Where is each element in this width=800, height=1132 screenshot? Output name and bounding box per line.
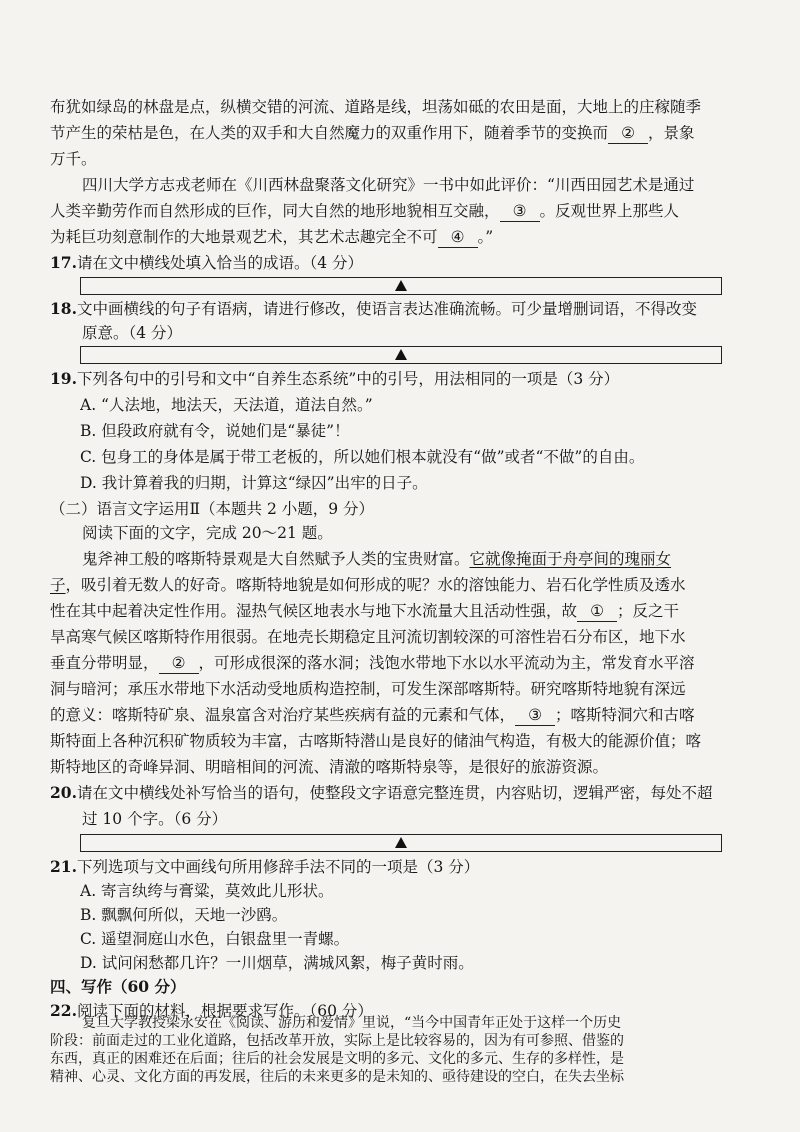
blank-3: ③ <box>500 201 540 222</box>
text: 东西，真正的困难还在后面；往后的社会发展是文明的多元、文化的多元、生存的多样性，是 <box>50 1051 624 1067</box>
option-c[interactable] <box>80 926 770 952</box>
option-a[interactable] <box>80 392 770 418</box>
question-number: 22. <box>50 1001 77 1020</box>
question-20 <box>50 780 770 806</box>
text: 精神、心灵、文化方面的再发展，往后的未来更多的是未知的、亟待建设的空白，在失去坐标 <box>50 1069 624 1085</box>
text: 旱高寒气候区喀斯特作用很弱。在地壳长期稳定且河流切割较深的可溶性岩石分布区，地下水 <box>50 628 686 646</box>
question-text: 文中画横线的句子有语病，请进行修改，使语言表达准确流畅。可少量增删词语，不得改变 <box>76 300 697 318</box>
question-text: 过 10 个字。（6 分） <box>82 810 228 828</box>
option-b[interactable] <box>80 902 770 928</box>
passage-line <box>50 572 770 598</box>
question-19 <box>50 366 770 392</box>
option-text: A. “人法地，地法天，天法道，道法自然。” <box>80 396 373 414</box>
text: ；反之干 <box>617 602 680 620</box>
text: 节产生的荣枯是色，在人类的双手和大自然魔力的双重作用下，随着季节的变换而 <box>50 124 609 142</box>
text: 复旦大学教授梁永安在《阅读、游历和爱情》里说，“当今中国青年正处于这样一个历史 <box>82 1015 622 1031</box>
passage-line <box>50 146 770 172</box>
option-d[interactable] <box>80 950 770 976</box>
text: 性在其中起着决定性作用。湿热气候区地表水与地下水流量大且活动性强，故 <box>50 602 578 620</box>
triangle-marker-icon <box>395 837 407 848</box>
text: 阅读下面的文字，完成 20～21 题。 <box>82 524 333 542</box>
question-number: 20. <box>50 783 77 802</box>
option-a[interactable] <box>80 878 770 904</box>
question-number: 19. <box>50 369 77 388</box>
option-text: A. 寄言纨绔与膏粱，莫效此儿形状。 <box>80 882 334 900</box>
text: 斯特地区的奇峰异洞、明暗相间的河流、清澈的喀斯特泉等，是很好的旅游资源。 <box>50 758 609 776</box>
option-text: B. 飘飘何所似，天地一沙鸥。 <box>80 906 288 924</box>
passage-line <box>50 624 770 650</box>
text: 布犹如绿岛的林盘是点，纵横交错的河流、道路是线，坦荡如砥的农田是面，大地上的庄稼随季 <box>50 98 702 116</box>
question-text: 请在文中横线处填入恰当的成语。（4 分） <box>76 254 364 272</box>
section-heading <box>50 974 770 1000</box>
text: 。” <box>477 228 494 246</box>
question-text: 原意。（4 分） <box>82 324 183 342</box>
passage-line <box>50 650 770 676</box>
question-number: 17. <box>50 253 77 272</box>
question-17 <box>50 250 770 276</box>
question-text: 阅读下面的材料，根据要求写作。（60 分） <box>76 1002 373 1020</box>
text: 洞与暗河；承压水带地下水活动受地质构造控制，可发生深部喀斯特。研究喀斯特地貌有深远 <box>50 680 686 698</box>
underlined-sentence: 子 <box>50 576 66 594</box>
text: 。反观世界上那些人 <box>539 202 680 220</box>
question-21 <box>50 854 770 880</box>
passage-line <box>50 224 770 250</box>
option-text: D. 我计算着我的归期，计算这“绿囚”出牢的日子。 <box>80 474 428 492</box>
passage-line <box>82 546 770 572</box>
material-line <box>82 1014 770 1032</box>
triangle-marker-icon <box>395 349 407 360</box>
option-d[interactable] <box>80 470 770 496</box>
blank-4: ④ <box>438 227 478 248</box>
passage-line <box>82 172 770 198</box>
material-line <box>50 1032 770 1050</box>
blank-1: ① <box>577 601 617 622</box>
passage-line <box>50 598 770 624</box>
option-text: C. 包身工的身体是属于带工老板的，所以她们根本就没有“做”或者“不做”的自由。 <box>80 448 645 466</box>
option-text: D. 试问闲愁都几许？一川烟草，满城风絮，梅子黄时雨。 <box>80 954 474 972</box>
text: 垂直分带明显， <box>50 654 159 672</box>
option-b[interactable] <box>80 418 770 444</box>
question-number: 21. <box>50 857 77 876</box>
blank-2: ② <box>159 653 199 674</box>
text: ；喀斯特洞穴和古喀 <box>555 706 695 724</box>
text: 四川大学方志戎老师在《川西林盘聚落文化研究》一书中如此评价：“川西田园艺术是通过 <box>82 176 695 194</box>
answer-box-20[interactable] <box>80 834 722 852</box>
text: 的意义：喀斯特矿泉、温泉富含对治疗某些疾病有益的元素和气体， <box>50 706 516 724</box>
text: ，吸引着无数人的好奇。喀斯特地貌是如何形成的呢？水的溶蚀能力、岩石化学性质及透水 <box>65 576 686 594</box>
option-text: B. 但段政府就有令，说她们是“暴徒”！ <box>80 422 350 440</box>
option-c[interactable] <box>80 444 770 470</box>
blank-3: ③ <box>515 705 555 726</box>
section-title: 四、写作（60 分） <box>50 977 186 996</box>
passage-line <box>50 702 770 728</box>
material-line <box>50 1050 770 1068</box>
passage-line <box>50 676 770 702</box>
passage-line <box>50 728 770 754</box>
option-text: C. 遥望洞庭山水色，白银盘里一青螺。 <box>80 930 350 948</box>
question-text: 下列选项与文中画线句所用修辞手法不同的一项是（3 分） <box>76 858 480 876</box>
underlined-sentence: 它就像掩面于舟亭间的瑰丽女 <box>469 550 672 568</box>
section-heading <box>50 496 770 522</box>
text: 阶段：前面走过的工业化道路，包括改革开放，实际上是比较容易的，因为有可参照、借鉴的 <box>50 1033 624 1049</box>
question-text: 请在文中横线处补写恰当的语句，使整段文字语意完整连贯，内容贴切，逻辑严密，每处不超 <box>76 784 713 802</box>
material-line <box>50 1068 770 1086</box>
text: 鬼斧神工般的喀斯特景观是大自然赋予人类的宝贵财富。 <box>82 550 470 568</box>
passage-line <box>50 120 770 146</box>
answer-box-17[interactable] <box>80 277 722 295</box>
question-number: 18. <box>50 299 77 318</box>
blank-2: ② <box>608 123 648 144</box>
text: ，可形成很深的落水洞；浅饱水带地下水以水平流动为主，常发育水平溶 <box>198 654 695 672</box>
text: 人类辛勤劳作而自然形成的巨作，同大自然的地形地貌相互交融， <box>50 202 500 220</box>
passage-line <box>50 198 770 224</box>
triangle-marker-icon <box>395 280 407 291</box>
passage-line <box>50 754 770 780</box>
question-text: 下列各句中的引号和文中“自养生态系统”中的引号，用法相同的一项是（3 分） <box>76 370 620 388</box>
question-20-cont <box>82 806 770 832</box>
text: 斯特面上各种沉积矿物质较为丰富，古喀斯特潜山是良好的储油气构造，有极大的能源价值；喀 <box>50 732 702 750</box>
section-title: （二）语言文字运用Ⅱ（本题共 2 小题，9 分） <box>50 500 375 518</box>
question-18 <box>50 296 770 322</box>
answer-box-18[interactable] <box>80 346 722 364</box>
passage-line <box>50 94 770 120</box>
question-18-cont <box>82 320 770 346</box>
section-intro <box>82 520 770 546</box>
text: ，景象 <box>648 124 695 142</box>
text: 为耗巨功刻意制作的大地景观艺术，其艺术志趣完全不可 <box>50 228 438 246</box>
text: 万千。 <box>50 150 97 168</box>
